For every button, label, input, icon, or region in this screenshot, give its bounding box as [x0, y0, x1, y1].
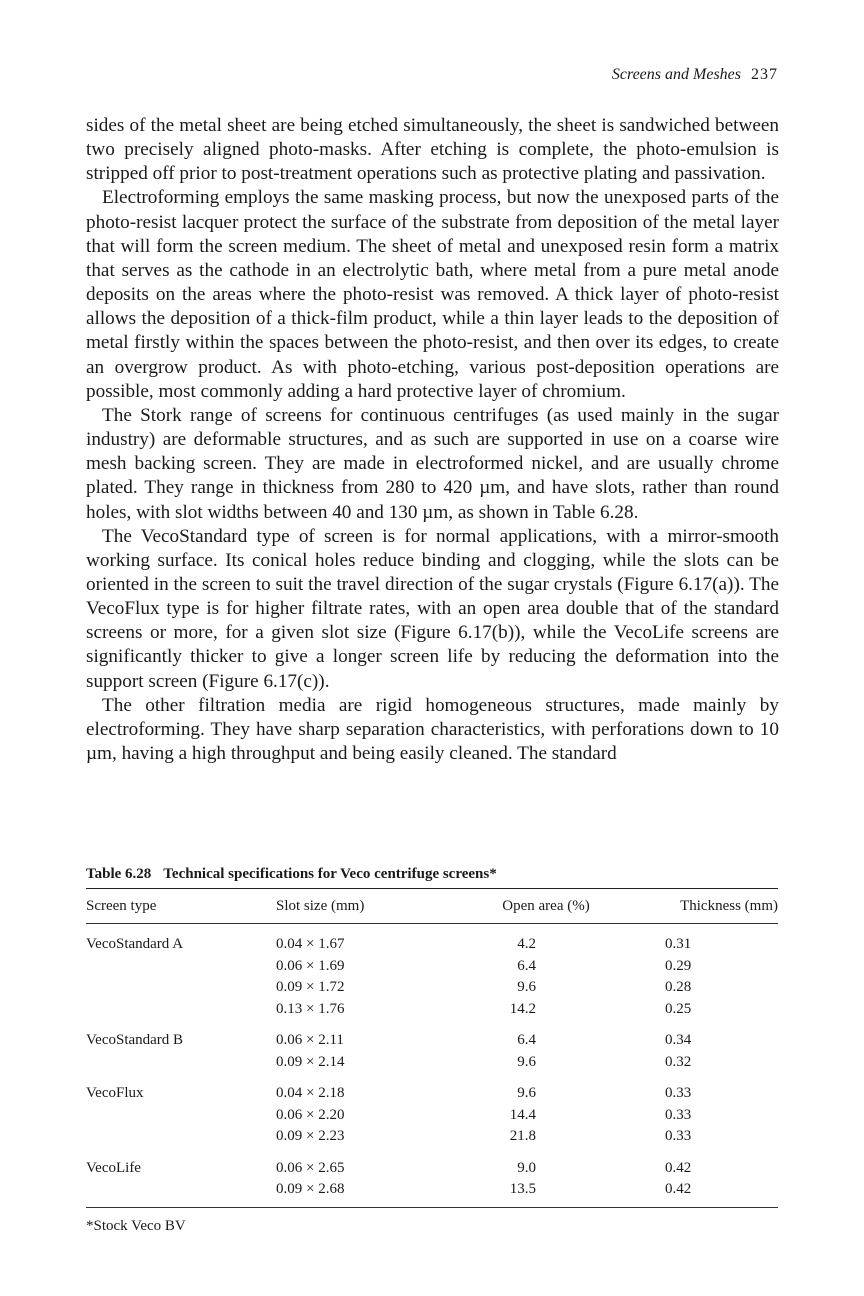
table-row	[86, 1083, 778, 1105]
screen-type-cell: VecoStandard B	[86, 1032, 184, 1049]
open-area-cell: 4.2	[517, 936, 536, 953]
table-title: Technical specifications for Veco centrifuge screens*	[163, 866, 497, 882]
paragraph: sides of the metal sheet are being etched simultaneously, the sheet is sandwiched between two precisely aligned photo-masks. After etching is complete, the photo-emulsion is stripped off prior to post-treatment operations such as protective plating and passivation.	[86, 115, 779, 185]
table-row	[86, 999, 778, 1021]
open-area-cell: 21.8	[509, 1128, 536, 1145]
column-header: Slot size (mm)	[276, 897, 365, 914]
table-row	[86, 1030, 778, 1052]
slot-size-cell: 0.09 × 1.72	[276, 979, 345, 996]
paragraph: The other filtration media are rigid homogeneous structures, made mainly by electroforming. They have sharp separation characteristics, with perforations down to 10 µm, having a high throughput and being easily cleaned. The standard	[86, 694, 779, 765]
open-area-cell: 9.0	[517, 1159, 536, 1176]
slot-size-cell: 0.06 × 2.20	[276, 1106, 345, 1123]
slot-size-cell: 0.09 × 2.14	[276, 1053, 345, 1070]
running-head-title: Screens and Meshes	[611, 66, 741, 83]
open-area-cell: 6.4	[517, 1032, 536, 1049]
page-number: 237	[751, 66, 778, 83]
table-row	[86, 1158, 778, 1180]
table-row	[86, 1052, 778, 1074]
slot-size-cell: 0.09 × 2.68	[276, 1181, 345, 1198]
column-header: Screen type	[86, 897, 157, 914]
thickness-cell: 0.28	[665, 979, 692, 996]
screen-type-cell: VecoLife	[86, 1159, 141, 1176]
table-footnote: *Stock Veco BV	[86, 1217, 186, 1234]
paragraph: The VecoStandard type of screen is for normal applications, with a mirror-smooth working surface. Its conical holes reduce binding and clogging, while the slots can be oriented in the screen to suit the travel direction of the sugar crystals (Figure 6.17(a)). The VecoFlux type is for higher filtrate rates, with an open area double that of the standard screens or more, for a given slot size (Figure 6.17(b)), while the VecoLife screens are significantly thicker to give a longer screen life by reducing the deformation into the support screen (Figure 6.17(c)).	[86, 525, 779, 692]
screen-type-cell: VecoFlux	[86, 1085, 144, 1102]
thickness-cell: 0.33	[665, 1128, 692, 1145]
running-head	[612, 66, 778, 84]
group-gap	[86, 1148, 778, 1158]
table-bottom-rule	[86, 1207, 778, 1208]
column-header: Open area (%)	[502, 897, 590, 914]
open-area-cell: 14.4	[509, 1106, 536, 1123]
open-area-cell: 9.6	[517, 1085, 536, 1102]
thickness-cell: 0.25	[665, 1000, 692, 1017]
group-gap	[86, 1020, 778, 1030]
open-area-cell: 6.4	[517, 957, 536, 974]
table-row	[86, 934, 778, 956]
column-header: Thickness (mm)	[680, 897, 778, 914]
thickness-cell: 0.29	[665, 957, 692, 974]
slot-size-cell: 0.06 × 2.11	[276, 1032, 344, 1049]
slot-size-cell: 0.13 × 1.76	[276, 1000, 345, 1017]
group-gap	[86, 1073, 778, 1083]
slot-size-cell: 0.09 × 2.23	[276, 1128, 345, 1145]
thickness-cell: 0.33	[665, 1085, 692, 1102]
open-area-cell: 9.6	[517, 979, 536, 996]
group-gap	[86, 924, 778, 934]
table-row	[86, 1179, 778, 1201]
paragraph: Electroforming employs the same masking process, but now the unexposed parts of the photo-resist lacquer protect the surface of the substrate from deposition of the metal layer that will form the screen medium. The sheet of metal and unexposed resin form a matrix that serves as the cathode in an electrolytic bath, where metal from a pure metal anode deposits on the areas where the photo-resist was removed. A thick layer of photo-resist allows the deposition of a thick-film product, while a thin layer leads to the deposition of metal firstly within the spaces between the photo-resist, and then over its edges, to create an overgrow product. As with photo-etching, various post-deposition operations are possible, most commonly adding a hard protective layer of chromium.	[86, 187, 779, 402]
slot-size-cell: 0.04 × 1.67	[276, 936, 345, 953]
table-row	[86, 1105, 778, 1127]
screen-type-cell: VecoStandard A	[86, 936, 184, 953]
slot-size-cell: 0.06 × 2.65	[276, 1159, 345, 1176]
open-area-cell: 13.5	[509, 1181, 536, 1198]
open-area-cell: 9.6	[517, 1053, 536, 1070]
thickness-cell: 0.32	[665, 1053, 692, 1070]
specifications-table	[86, 888, 778, 1235]
slot-size-cell: 0.04 × 2.18	[276, 1085, 345, 1102]
table-caption	[86, 866, 497, 883]
paragraph: The Stork range of screens for continuous centrifuges (as used mainly in the sugar industry) are deformable structures, and as such are supported in use on a coarse wire mesh backing screen. They are made in electroformed nickel, and are usually chrome plated. They range in thickness from 280 to 420 µm, and have slots, rather than round holes, with slot widths between 40 and 130 µm, as shown in Table 6.28.	[86, 404, 779, 523]
table-row	[86, 977, 778, 999]
thickness-cell: 0.42	[665, 1159, 692, 1176]
table-number: Table 6.28	[86, 866, 152, 882]
thickness-cell: 0.42	[665, 1181, 692, 1198]
open-area-cell: 14.2	[509, 1000, 536, 1017]
thickness-cell: 0.33	[665, 1106, 692, 1123]
thickness-cell: 0.31	[665, 936, 692, 953]
thickness-cell: 0.34	[665, 1032, 692, 1049]
table-row	[86, 956, 778, 978]
table-header-row	[86, 889, 778, 924]
table-row	[86, 1126, 778, 1148]
slot-size-cell: 0.06 × 1.69	[276, 957, 345, 974]
body-text	[86, 114, 779, 766]
